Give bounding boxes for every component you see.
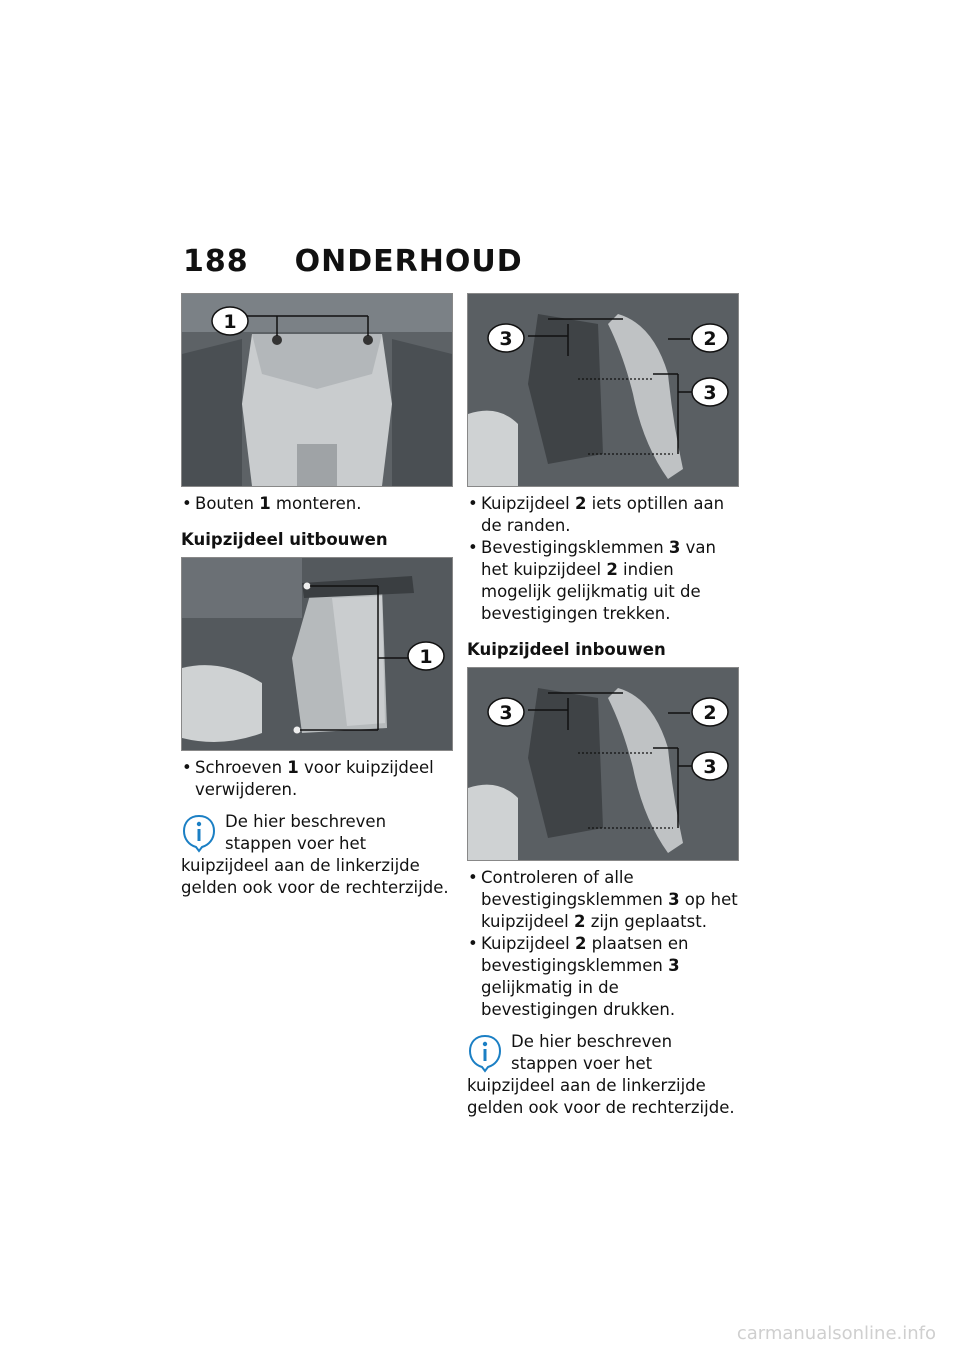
right-column — [467, 293, 739, 1119]
note-right: De hier beschreven stappen voer het kuipzijdeel aan de linkerzijde gelden ook voor de rechterzijde. — [467, 1032, 735, 1117]
callout-2: 2 — [703, 702, 717, 724]
page-header — [183, 244, 523, 279]
callout-3: 3 — [703, 382, 717, 404]
callout-2: 2 — [703, 328, 717, 350]
figure-bolts-illustration — [182, 294, 452, 486]
page-title: ONDERHOUD — [294, 244, 523, 279]
bullet-lift: • Kuipzijdeel 2 iets optillen aan de randen. — [467, 493, 739, 537]
callout-3: 3 — [703, 756, 717, 778]
figure-clips-install-illustration — [468, 668, 738, 860]
callout-3: 3 — [499, 328, 513, 350]
watermark: carmanualsonline.info — [736, 1323, 936, 1344]
figure-clips-remove — [467, 293, 739, 487]
figure-clips-install — [467, 667, 739, 861]
callout-1: 1 — [419, 646, 433, 668]
note-left: De hier beschreven stappen voer het kuipzijdeel aan de linkerzijde gelden ook voor de rechterzijde. — [181, 812, 449, 897]
bullet-place-panel: • Kuipzijdeel 2 plaatsen en bevestigingsklemmen 3 gelijkmatig in de bevestigingen drukken. — [467, 933, 739, 1021]
bullet-clips-pull: • Bevestigingsklemmen 3 van het kuipzijdeel 2 indien mogelijk gelijkmatig uit de bevestigingen trekken. — [467, 537, 739, 625]
figure-bolts — [181, 293, 453, 487]
info-icon — [467, 1033, 503, 1073]
page-number: 188 — [183, 244, 249, 279]
left-column — [181, 293, 453, 899]
bullet-bolts: • Bouten 1 monteren. — [181, 493, 453, 515]
bullet-screws: • Schroeven 1 voor kuipzijdeel verwijderen. — [181, 757, 453, 801]
figure-clips-remove-illustration — [468, 294, 738, 486]
figure-screws-illustration — [182, 558, 452, 750]
callout-3: 3 — [499, 702, 513, 724]
figure-screws — [181, 557, 453, 751]
callout-1: 1 — [223, 311, 237, 333]
info-icon — [181, 813, 217, 853]
heading-install: Kuipzijdeel inbouwen — [467, 640, 666, 659]
heading-remove: Kuipzijdeel uitbouwen — [181, 530, 388, 549]
bullet-check-clips: • Controleren of alle bevestigingsklemmen 3 op het kuipzijdeel 2 zijn geplaatst. — [467, 867, 739, 933]
